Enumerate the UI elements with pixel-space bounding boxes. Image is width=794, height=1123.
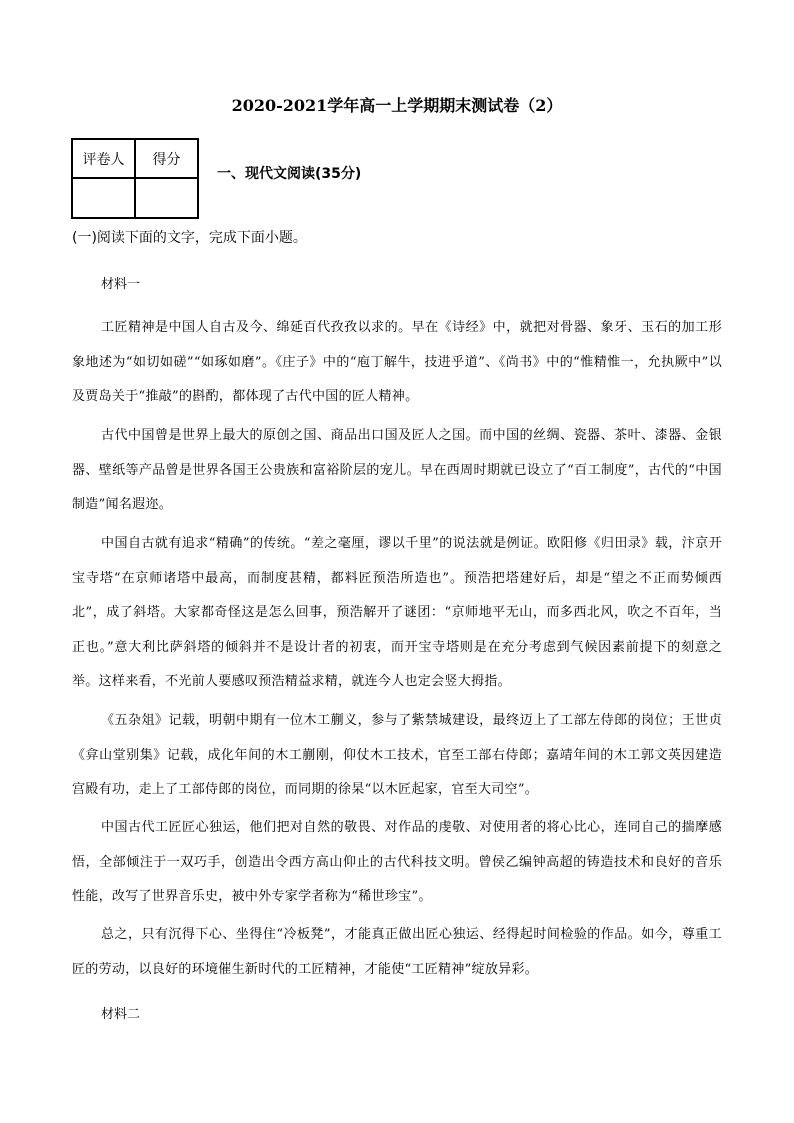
score-table-score-cell (135, 178, 198, 218)
material-2-label: 材料二 (101, 1007, 141, 1022)
score-table (71, 138, 199, 219)
paragraph-1: 工匠精神是中国人自古及今、绵延百代孜孜以求的。早在《诗经》中，就把对骨器、象牙、玉石的加工形象地述为“如切如磋”“如琢如磨”。《庄子》中的“庖丁解牛，技进乎道”、《尚书》中的“惟精惟一，允执厥中”以及贾岛关于“推敲”的斟酌，都体现了古代中国的匠人精神。 (72, 320, 722, 404)
score-table-score-header: 得分 (135, 139, 198, 178)
material-1-label: 材料一 (101, 277, 141, 292)
section-heading: 一、现代文阅读(35分) (217, 166, 362, 182)
paragraph-4: 《五杂俎》记载，明朝中期有一位木工蒯义，参与了紫禁城建设，最终迈上了工部左侍郎的岗位；王世贞《弇山堂别集》记载，成化年间的木工蒯刚，仰仗木工技术，官至工部右侍郎；嘉靖年间的木工郭文英因建造宫殿有功，走上了工部侍郎的岗位，而同期的徐杲“以木匠起家，官至大司空”。 (72, 713, 722, 797)
page-title: 2020-2021学年高一上学期期末测试卷（2） (231, 96, 563, 115)
paragraph-6: 总之，只有沉得下心、坐得住“冷板凳”，才能真正做出匠心独运、经得起时间检验的作品。如今，尊重工匠的劳动，以良好的环境催生新时代的工匠精神，才能使“工匠精神”绽放异彩。 (72, 927, 722, 977)
instruction: (一)阅读下面的文字，完成下面小题。 (72, 230, 307, 246)
score-table-grader-cell (72, 178, 135, 218)
score-table-grader-header: 评卷人 (72, 139, 135, 178)
paragraph-2: 古代中国曾是世界上最大的原创之国、商品出口国及匠人之国。而中国的丝绸、瓷器、茶叶、漆器、金银器、壁纸等产品曾是世界各国王公贵族和富裕阶层的宠儿。早在西周时期就已设立了“百工制度”，古代的“中国制造”闻名遐迩。 (72, 428, 722, 512)
paragraph-5: 中国古代工匠匠心独运，他们把对自然的敬畏、对作品的虔敬、对使用者的将心比心，连同自己的揣摩感悟，全部倾注于一双巧手，创造出令西方高山仰止的古代科技文明。曾侯乙编钟高超的铸造技术和良好的音乐性能，改写了世界音乐史，被中外专家学者称为“稀世珍宝”。 (72, 820, 722, 904)
paragraph-3: 中国自古就有追求“精确”的传统。“差之毫厘，谬以千里”的说法就是例证。欧阳修《归田录》载，汴京开宝寺塔“在京师诸塔中最高，而制度甚精，都料匠预浩所造也”。预浩把塔建好后，却是“望之不正而势倾西北”，成了斜塔。大家都奇怪这是怎么回事，预浩解开了谜团：“京师地平无山，而多西北风，吹之不百年，当正也。”意大利比萨斜塔的倾斜并不是设计者的初衷，而开宝寺塔则是在充分考虑到气候因素前提下的刻意之举。这样来看，不光前人要感叹预浩精益求精，就连今人也定会竖大拇指。 (72, 536, 722, 689)
